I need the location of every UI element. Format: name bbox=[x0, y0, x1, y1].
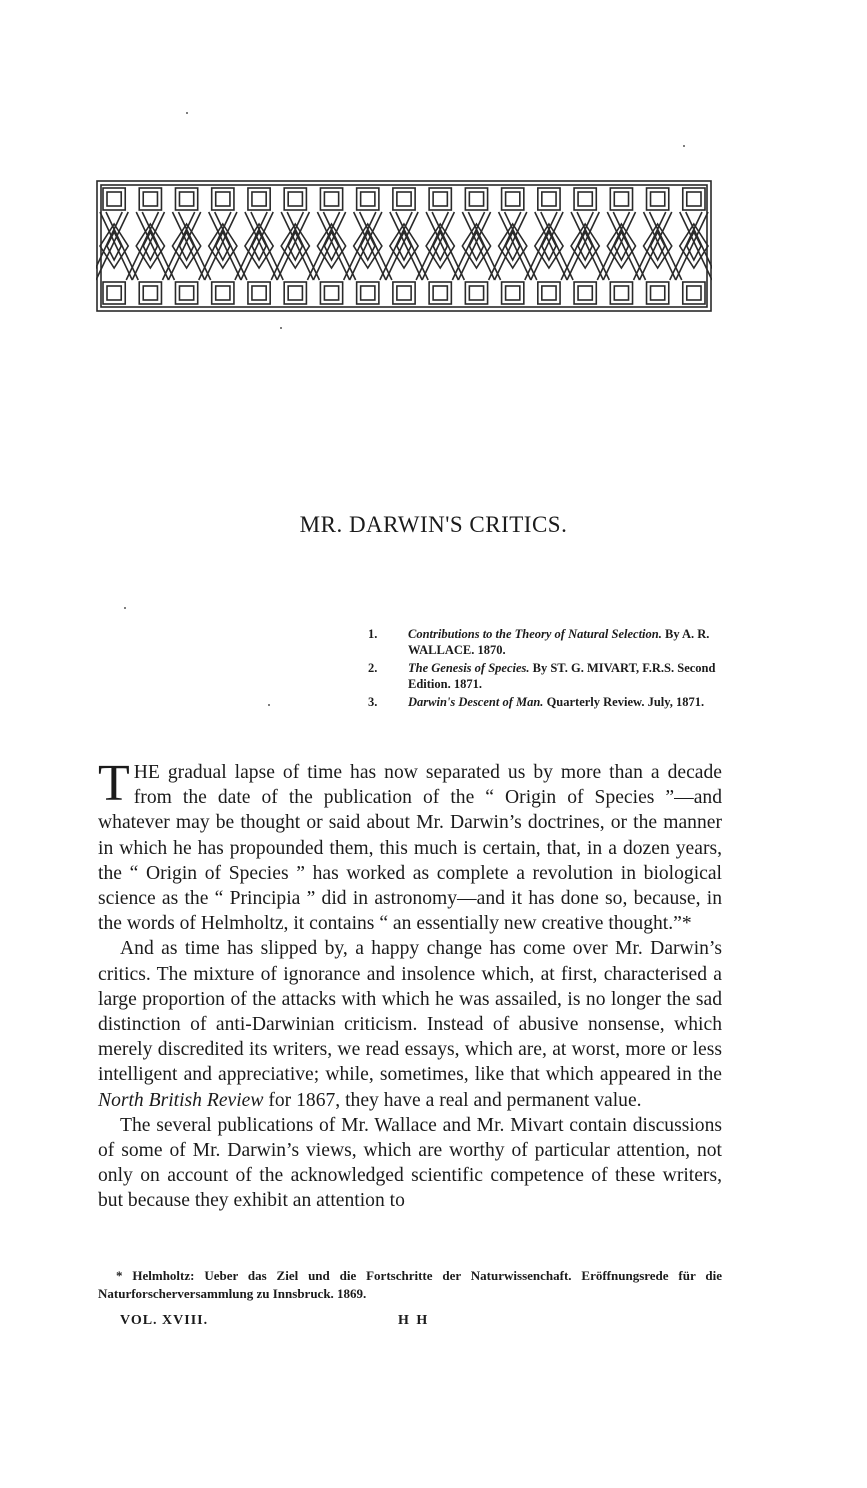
reference-details: By ST. G. MIVART, F.R.S. Second Edition. 1871. bbox=[408, 661, 716, 691]
reference-number: 1. bbox=[368, 627, 378, 641]
reference-number: 3. bbox=[368, 695, 378, 709]
paragraph-3: The several publications of Mr. Wallace and Mr. Mivart contain discussions of some of Mr. Darwin’s views, which are worthy of particular attention, not only on account of the acknowledged scientific competence of these writers, but because they exhibit an attention to bbox=[98, 1114, 722, 1212]
reference-item bbox=[368, 660, 724, 692]
interlace-ornament-band bbox=[96, 180, 712, 312]
article-body bbox=[98, 755, 722, 1214]
journal-title: North British Review bbox=[98, 1089, 264, 1111]
drop-cap: T bbox=[98, 755, 130, 812]
signature-mark: H H bbox=[398, 1313, 430, 1328]
reference-list bbox=[368, 626, 724, 712]
volume-label: VOL. XVIII. bbox=[120, 1313, 209, 1328]
paragraph-2: And as time has slipped by, a happy change has come over Mr. Darwin’s critics. The mixture of ignorance and insolence which, at first, characterised a large proportion of the attacks with which he was assailed, is no longer the sad distinction of anti-Darwinian criticism. Instead of abusive nonsense, which merely discredited its writers, we read essays, which are, at worst, more or less intelligent and appreciative; while, sometimes, like that which appeared in the North British Review for 1867, they have a real and permanent value. bbox=[98, 938, 722, 1111]
reference-number: 2. bbox=[368, 661, 378, 675]
footnote: * Helmholtz: Ueber das Ziel und die Fortschritte der Naturwissenchaft. Eröffnungsrede für die Naturforscherversammlung zu Innsbruck. 1869. bbox=[98, 1268, 722, 1301]
article-title: MR. DARWIN'S CRITICS. bbox=[299, 512, 568, 537]
reference-details: Quarterly Review. July, 1871. bbox=[543, 695, 705, 709]
reference-title: The Genesis of Species. bbox=[408, 661, 530, 675]
reference-title: Contributions to the Theory of Natural Selection. bbox=[408, 627, 662, 641]
reference-title: Darwin's Descent of Man. bbox=[408, 695, 544, 709]
reference-details: By A. R. WALLACE. 1870. bbox=[408, 627, 710, 657]
reference-item bbox=[368, 626, 724, 658]
reference-item bbox=[368, 694, 724, 710]
paragraph-1: THE gradual lapse of time has now separated us by more than a decade from the date of the publication of the “ Origin of Species ”—and whatever may be thought or said about Mr. Darwin’s doctrines, or the manner in which he has propounded them, this much is certain, that, in a dozen years, the “ Origin of Species ” has worked as complete a revolution in biological science as the “ Principia ” did in astronomy—and it has done so, because, in the words of Helmholtz, it contains “ an essentially new creative thought.”* bbox=[98, 755, 722, 935]
